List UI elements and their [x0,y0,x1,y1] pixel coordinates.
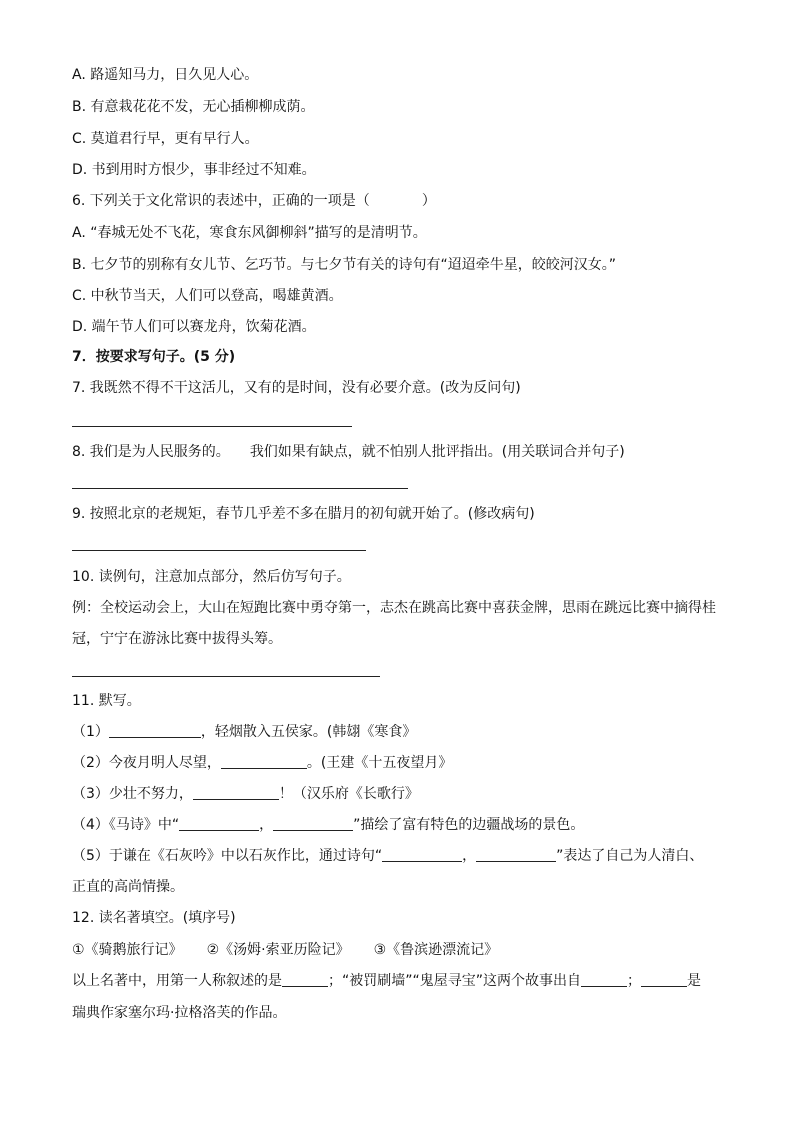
question-6-text: 6. 下列关于文化常识的表述中，正确的一项是（ [72,193,370,209]
question-12-stem-cont: 瑞典作家塞尔玛·拉格洛芙的作品。 [72,1005,287,1021]
question-12-books [72,939,734,961]
book-1: ①《骑鹅旅行记》 [72,942,183,958]
blank-11-5b[interactable] [476,845,556,862]
book-2: ②《汤姆·索亚历险记》 [206,942,350,958]
question-7-item-8 [72,441,734,463]
book-3: ③《鲁滨逊漂流记》 [373,942,499,958]
question-11-item-5-cont: 正直的高尚情操。 [72,879,184,895]
blank-11-4a[interactable] [179,814,259,831]
section-7-heading: 7．按要求写句子。(5 分) [72,349,236,365]
option-5b: B. 有意栽花花不发，无心插柳柳成荫。 [72,99,315,115]
blank-11-1[interactable] [109,721,201,738]
answer-line-8[interactable] [72,488,408,489]
example-line-2: 冠，宁宁在游泳比赛中拔得头筹。 [72,631,282,647]
question-11-item-5: （5）于谦在《石灰吟》中以石灰作比，通过诗句“ ， ”表达了自己为人清白、 [72,845,734,867]
question-7-item-9: 9. 按照北京的老规矩，春节几乎差不多在腊月的初旬就开始了。(修改病句) [72,506,535,522]
option-6d: D. 端午节人们可以赛龙舟，饮菊花酒。 [72,319,316,335]
option-5a: A. 路遥知马力，日久见人心。 [72,67,259,83]
option-6c: C. 中秋节当天，人们可以登高，喝雄黄酒。 [72,288,343,304]
answer-line-9[interactable] [72,550,366,551]
question-6-stem [72,190,734,212]
example-line-1: 例：全校运动会上，大山在短跑比赛中勇夺第一，志杰在跳高比赛中喜获金牌，思雨在跳远比赛中摘得桂 [72,600,716,616]
option-5c: C. 莫道君行早，更有早行人。 [72,131,259,147]
answer-line-7[interactable] [72,426,352,427]
question-11-heading: 11. 默写。 [72,693,141,709]
question-7-item-7: 7. 我既然不得不干这活儿，又有的是时间，没有必要介意。(改为反问句) [72,380,521,396]
item-8-sentence-a: 8. 我们是为人民服务的。 [72,444,230,460]
blank-12-1[interactable] [282,970,328,987]
item-8-sentence-b: 我们如果有缺点，就不怕别人批评指出。(用关联词合并句子) [249,444,625,460]
question-11-item-2: （2）今夜月明人尽望， 。(王建《十五夜望月》 [72,752,734,774]
blank-11-4b[interactable] [273,814,353,831]
blank-11-2[interactable] [221,752,307,769]
blank-12-2[interactable] [581,970,627,987]
blank-11-3[interactable] [193,783,279,800]
question-12-heading: 12. 读名著填空。(填序号) [72,910,236,926]
option-6a: A. “春城无处不飞花，寒食东风御柳斜”描写的是清明节。 [72,225,427,241]
answer-line-10[interactable] [72,676,380,677]
option-5d: D. 书到用时方恨少，事非经过不知难。 [72,162,316,178]
question-11-item-1: （1） ，轻烟散入五侯家。(韩翃《寒食》 [72,721,734,743]
question-6-close-paren: ） [421,193,436,209]
question-11-item-3: （3）少壮不努力， ！（汉乐府《长歌行》 [72,783,734,805]
question-11-item-4: （4）《马诗》中“ ， ”描绘了富有特色的边疆战场的景色。 [72,814,734,836]
option-6b: B. 七夕节的别称有女儿节、乞巧节。与七夕节有关的诗句有“迢迢牵牛星，皎皎河汉女。” [72,257,617,273]
blank-11-5a[interactable] [382,845,462,862]
blank-12-3[interactable] [641,970,687,987]
question-7-item-10: 10. 读例句，注意加点部分，然后仿写句子。 [72,569,351,585]
question-12-stem: 以上名著中，用第一人称叙述的是 ；“被罚刷墙”“鬼屋寻宝”这两个故事出自 ； 是 [72,970,734,992]
